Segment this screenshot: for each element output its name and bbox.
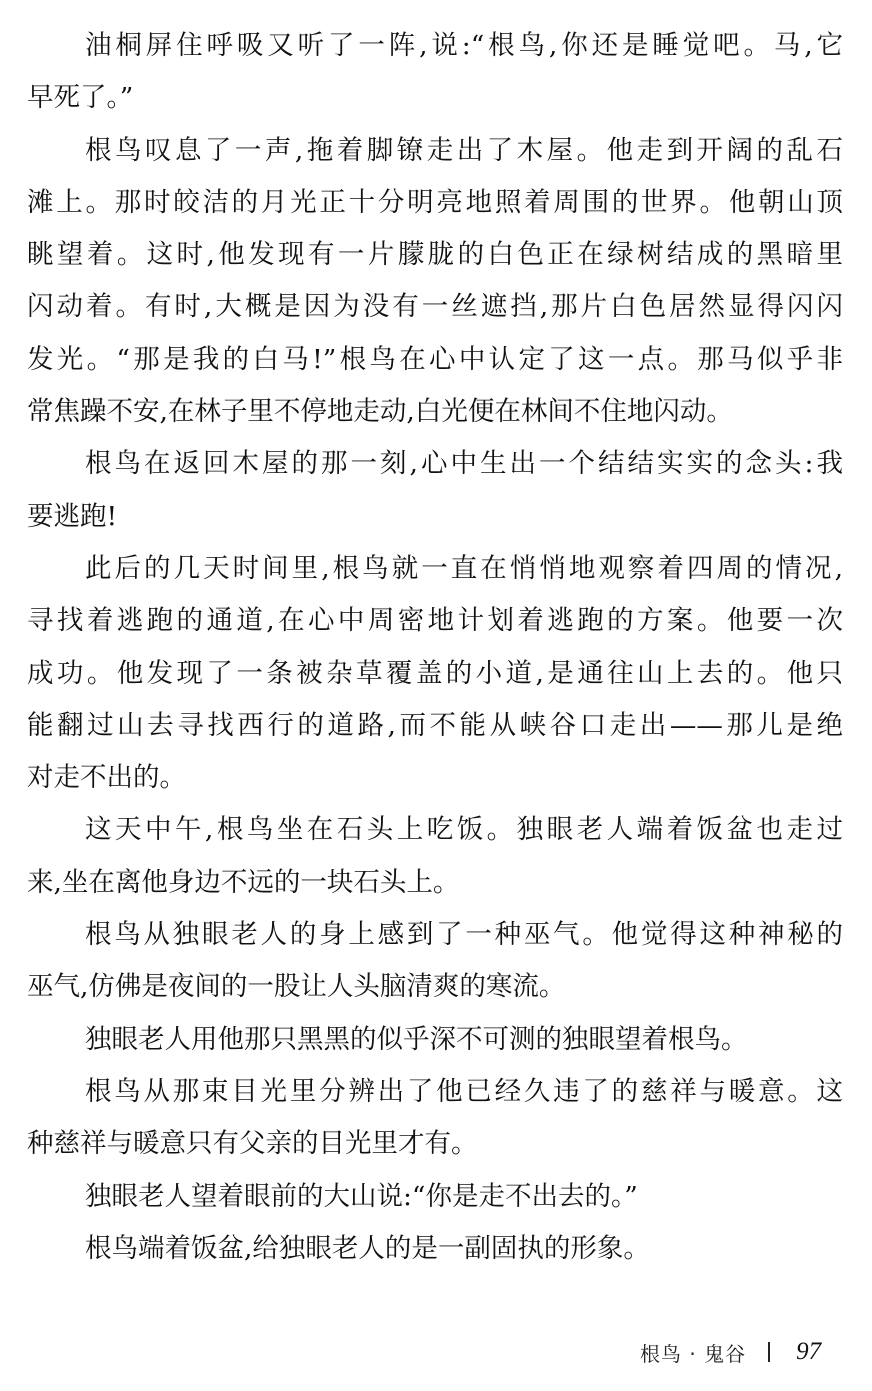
text-line: 眺望着。这时,他发现有一片朦胧的白色正在绿树结成的黑暗里 [27, 239, 843, 271]
text-line: 这天中午,根鸟坐在石头上吃饭。独眼老人端着饭盆也走过 [85, 814, 843, 846]
text-line: 根鸟从那束目光里分辨出了他已经久违了的慈祥与暖意。这 [85, 1075, 843, 1107]
text-line: 此后的几天时间里,根鸟就一直在悄悄地观察着四周的情况, [85, 552, 843, 584]
text-line: 对走不出的。 [27, 762, 186, 794]
text-line: 巫气,仿佛是夜间的一股让人头脑清爽的寒流。 [27, 971, 566, 1003]
page-body [27, 20, 843, 1275]
text-line: 油桐屏住呼吸又听了一阵,说:“根鸟,你还是睡觉吧。马,它 [85, 30, 843, 61]
paragraph [27, 20, 843, 125]
text-line: 根鸟在返回木屋的那一刻,心中生出一个结结实实的念头:我 [85, 448, 843, 480]
paragraph [27, 909, 843, 1014]
text-line: 发光。“那是我的白马!”根鸟在心中认定了这一点。那马似乎非 [27, 343, 843, 375]
text-line: 来,坐在离他身边不远的一块石头上。 [27, 866, 460, 898]
page-footer [640, 1334, 821, 1370]
paragraph [27, 543, 843, 804]
footer-separator [768, 1342, 770, 1362]
paragraph [27, 1223, 843, 1275]
text-line: 闪动着。有时,大概是因为没有一丝遮挡,那片白色居然显得闪闪 [27, 291, 843, 323]
text-line: 种慈祥与暖意只有父亲的目光里才有。 [27, 1128, 478, 1160]
text-line: 独眼老人望着眼前的大山说:“你是走不出去的。” [85, 1180, 638, 1212]
text-line: 独眼老人用他那只黑黑的似乎深不可测的独眼望着根鸟。 [85, 1023, 748, 1055]
paragraph [27, 1014, 843, 1066]
text-line: 早死了。” [27, 82, 134, 114]
text-line: 成功。他发现了一条被杂草覆盖的小道,是通往山上去的。他只 [27, 657, 843, 689]
text-line: 要逃跑! [27, 500, 118, 532]
text-line: 根鸟端着饭盆,给独眼老人的是一副固执的形象。 [85, 1232, 650, 1264]
page-number: 97 [796, 1338, 822, 1365]
text-line: 常焦躁不安,在林子里不停地走动,白光便在林间不住地闪动。 [27, 396, 733, 428]
running-title: 根鸟 · 鬼谷 [640, 1341, 747, 1366]
paragraph [27, 438, 843, 543]
text-line: 根鸟叹息了一声,拖着脚镣走出了木屋。他走到开阔的乱石 [85, 134, 843, 166]
text-line: 滩上。那时皎洁的月光正十分明亮地照着周围的世界。他朝山顶 [27, 186, 843, 218]
text-line: 能翻过山去寻找西行的道路,而不能从峡谷口走出——那儿是绝 [27, 709, 843, 741]
paragraph [27, 1066, 843, 1171]
paragraph [27, 804, 843, 909]
text-line: 根鸟从独眼老人的身上感到了一种巫气。他觉得这种神秘的 [85, 919, 843, 951]
text-line: 寻找着逃跑的通道,在心中周密地计划着逃跑的方案。他要一次 [27, 605, 843, 637]
paragraph [27, 125, 843, 439]
paragraph [27, 1171, 843, 1223]
